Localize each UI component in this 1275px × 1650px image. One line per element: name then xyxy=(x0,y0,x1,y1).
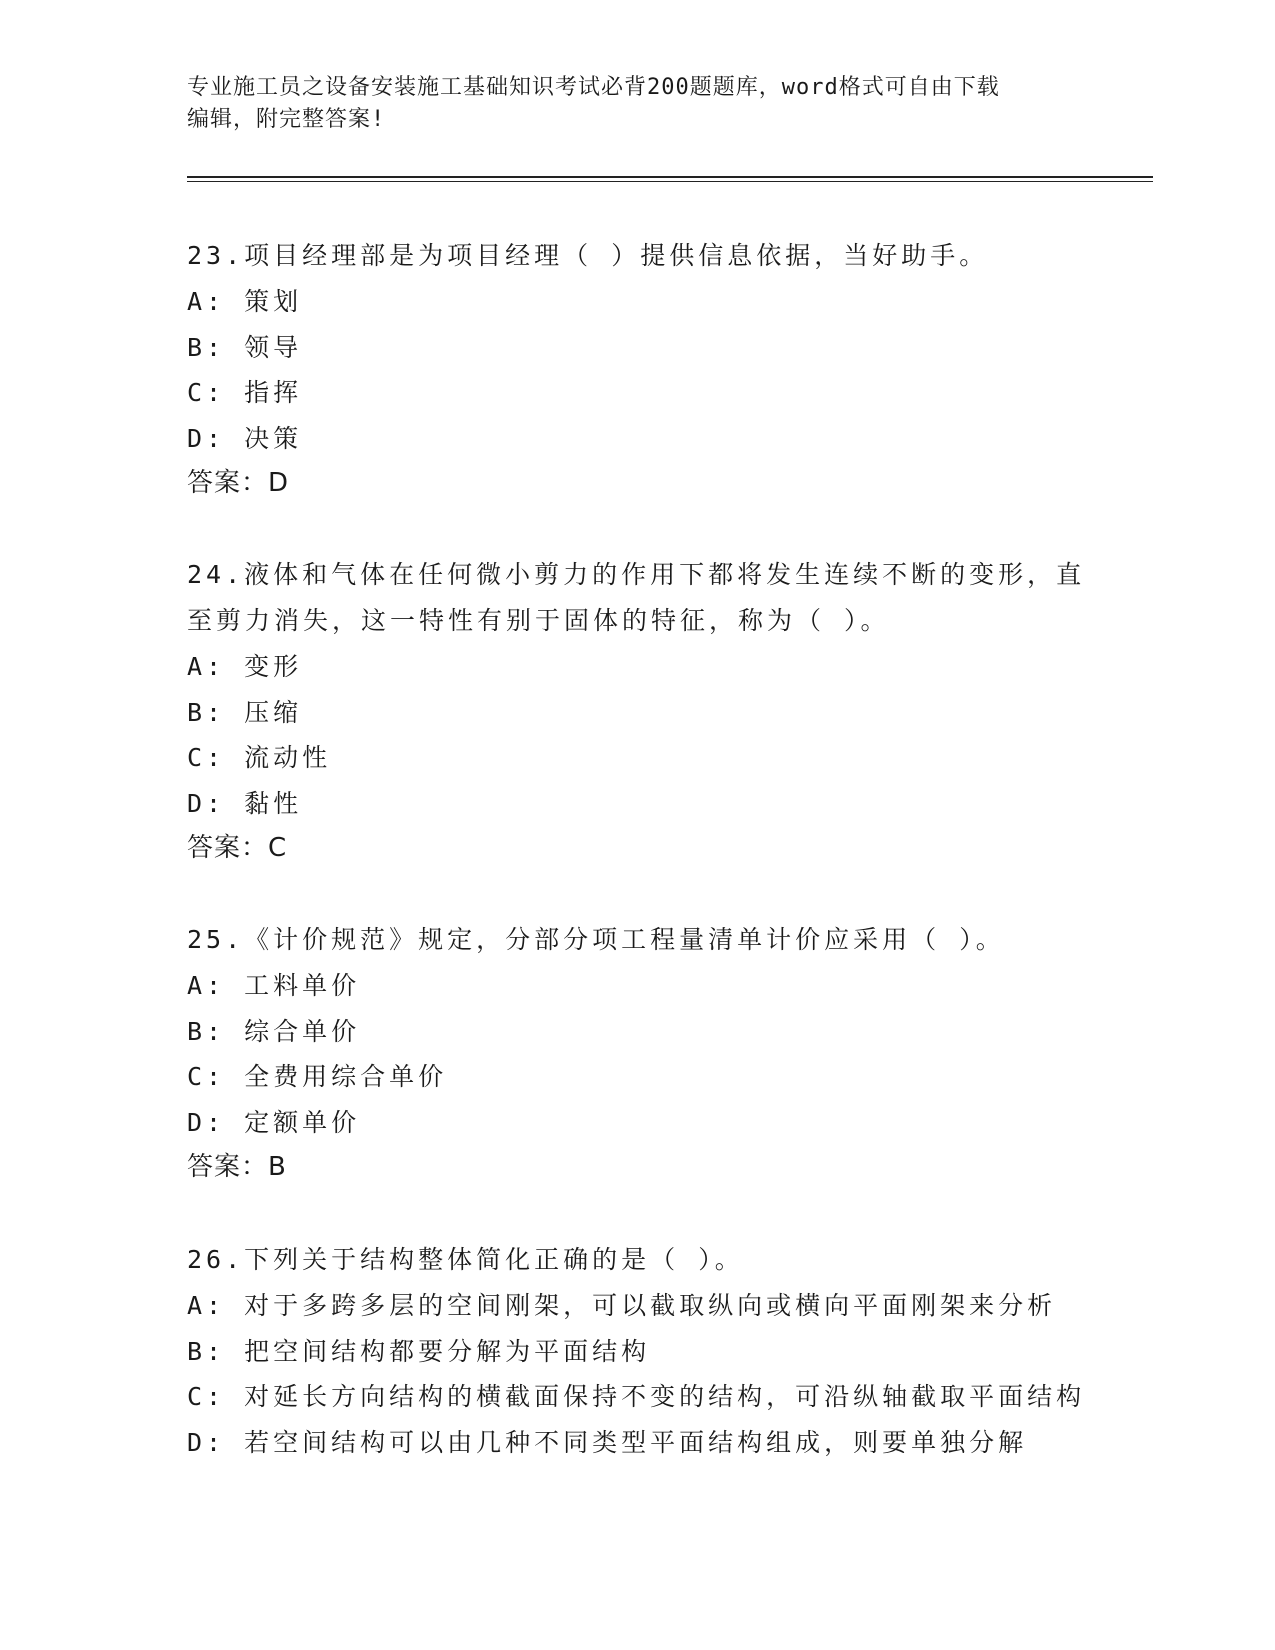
header-title-line-1: 专业施工员之设备安装施工基础知识考试必背200题题库，word格式可自由下载 xyxy=(187,75,1000,100)
document-header xyxy=(187,72,1087,136)
option-d: D: 决策 xyxy=(187,423,303,453)
question-25 xyxy=(187,917,1087,1191)
question-24 xyxy=(187,552,1087,872)
question-stem: 25.《计价规范》规定，分部分项工程量清单计价应采用（ ）。 xyxy=(187,925,1005,954)
question-23 xyxy=(187,233,1087,507)
question-stem-line-1: 24.液体和气体在任何微小剪力的作用下都将发生连续不断的变形，直 xyxy=(187,560,1086,589)
question-stem: 23.项目经理部是为项目经理（ ）提供信息依据，当好助手。 xyxy=(187,241,989,270)
option-d: D: 黏性 xyxy=(187,788,303,818)
option-c: C: 指挥 xyxy=(187,378,303,407)
option-d: D: 若空间结构可以由几种不同类型平面结构组成，则要单独分解 xyxy=(187,1427,1028,1457)
answer-key: 答案：D xyxy=(187,468,290,498)
option-b: B: 综合单价 xyxy=(187,1016,361,1046)
header-divider-thick xyxy=(187,176,1153,178)
option-d: D: 定额单价 xyxy=(187,1107,361,1137)
answer-key: 答案：C xyxy=(187,833,288,863)
option-a: A: 对于多跨多层的空间刚架，可以截取纵向或横向平面刚架来分析 xyxy=(187,1291,1057,1320)
header-title-line-2: 编辑，附完整答案! xyxy=(187,107,386,132)
header-divider-thin xyxy=(187,181,1153,182)
answer-key: 答案：B xyxy=(187,1152,287,1182)
option-a: A: 工料单价 xyxy=(187,971,361,1000)
option-a: A: 变形 xyxy=(187,652,303,681)
question-stem-line-2: 至剪力消失，这一特性有别于固体的特征，称为（ ）。 xyxy=(187,606,890,635)
option-b: B: 领导 xyxy=(187,332,303,362)
question-stem: 26.下列关于结构整体简化正确的是（ ）。 xyxy=(187,1245,744,1274)
option-c: C: 全费用综合单价 xyxy=(187,1062,448,1091)
option-c: C: 对延长方向结构的横截面保持不变的结构，可沿纵轴截取平面结构 xyxy=(187,1382,1086,1411)
option-b: B: 把空间结构都要分解为平面结构 xyxy=(187,1336,651,1366)
option-b: B: 压缩 xyxy=(187,697,303,727)
option-a: A: 策划 xyxy=(187,287,303,316)
option-c: C: 流动性 xyxy=(187,743,332,772)
question-26 xyxy=(187,1237,1087,1465)
